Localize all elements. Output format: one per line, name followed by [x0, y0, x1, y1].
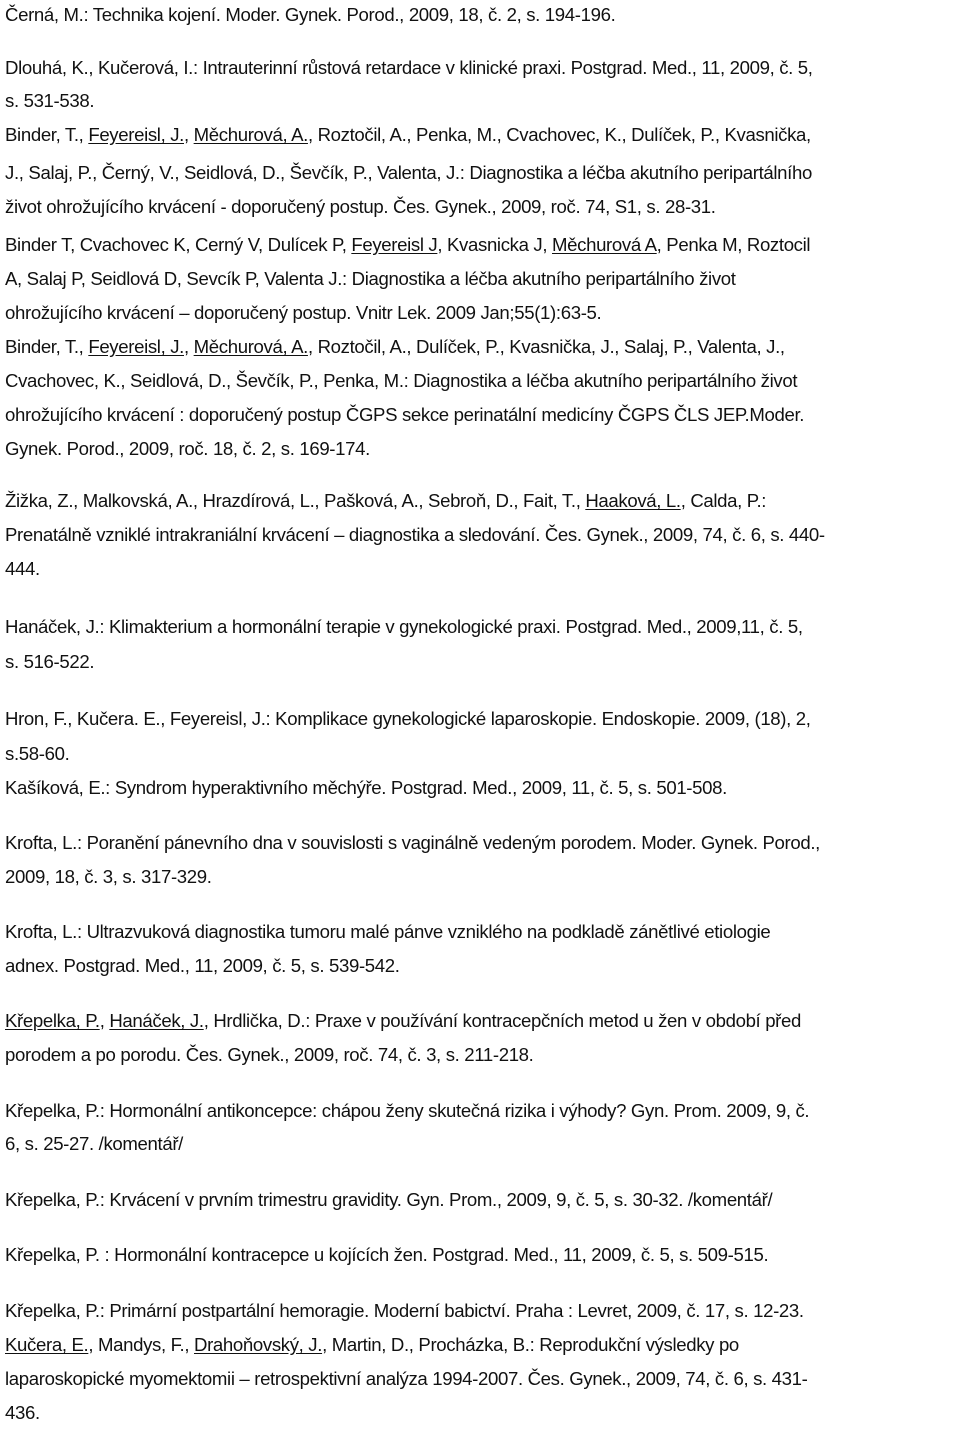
reference-line — [5, 708, 811, 730]
reference-text: Černá, M.: Technika kojení. Moder. Gynek. Porod., 2009, 18, č. 2, s. 194-196. — [5, 4, 616, 25]
reference-line — [5, 1402, 40, 1424]
reference-text: Křepelka, P.: Krvácení v prvním trimestru gravidity. Gyn. Prom., 2009, 9, č. 5, s. 30-32. /komentář/ — [5, 1189, 773, 1210]
reference-line — [5, 90, 94, 112]
reference-line — [5, 955, 400, 977]
reference-text: , — [184, 336, 194, 357]
reference-text: Dlouhá, K., Kučerová, I.: Intrauterinní růstová retardace v klinické praxi. Postgrad. Med., 11, 2009, č. 5, — [5, 57, 813, 78]
reference-line — [5, 302, 601, 324]
reference-line — [5, 1100, 809, 1122]
reference-line — [5, 743, 69, 765]
reference-text: porodem a po porodu. Čes. Gynek., 2009, roč. 74, č. 3, s. 211-218. — [5, 1044, 534, 1065]
reference-text: Žižka, Z., Malkovská, A., Hrazdírová, L., Pašková, A., Sebroň, D., Fait, T., — [5, 490, 586, 511]
reference-line — [5, 404, 804, 426]
reference-text: 436. — [5, 1402, 40, 1423]
reference-line — [5, 438, 370, 460]
underlined-author: Měchurová, A. — [193, 336, 308, 357]
reference-text: Binder T, Cvachovec K, Cerný V, Dulícek P, — [5, 234, 352, 255]
reference-text: s. 516-522. — [5, 651, 95, 672]
reference-text: Křepelka, P.: Primární postpartální hemoragie. Moderní babictví. Praha : Levret, 2009, č. 17, s. 12-23. — [5, 1300, 804, 1321]
reference-line — [5, 336, 785, 358]
reference-text: A, Salaj P, Seidlová D, Sevcík P, Valenta J.: Diagnostika a léčba akutního peripartálního život — [5, 268, 736, 289]
reference-text: Binder, T., — [5, 336, 89, 357]
reference-text: , — [99, 1010, 110, 1031]
reference-line — [5, 234, 810, 256]
reference-text: J., Salaj, P., Černý, V., Seidlová, D., Ševčík, P., Valenta, J.: Diagnostika a léčba akutního peripartálního — [5, 162, 812, 183]
underlined-author: Feyereisl, J. — [88, 336, 184, 357]
underlined-author: Hanáček, J. — [109, 1010, 204, 1031]
reference-line — [5, 866, 212, 888]
reference-text: adnex. Postgrad. Med., 11, 2009, č. 5, s. 539-542. — [5, 955, 400, 976]
reference-line — [5, 1244, 768, 1266]
underlined-author: Křepelka, P. — [5, 1010, 100, 1031]
reference-text: Cvachovec, K., Seidlová, D., Ševčík, P., Penka, M.: Diagnostika a léčba akutního peripartálního život — [5, 370, 798, 391]
reference-line — [5, 57, 813, 79]
reference-line — [5, 1189, 772, 1211]
reference-line — [5, 162, 812, 184]
underlined-author: Feyereisl, J. — [88, 124, 184, 145]
reference-line — [5, 370, 797, 392]
reference-line — [5, 1300, 804, 1322]
reference-line — [5, 651, 94, 673]
underlined-author: Kučera, E. — [5, 1334, 89, 1355]
reference-line — [5, 832, 820, 854]
reference-line — [5, 558, 40, 580]
reference-text: , Calda, P.: — [680, 490, 767, 511]
reference-text: , Mandys, F., — [88, 1334, 194, 1355]
underlined-author: Drahoňovský, J. — [194, 1334, 323, 1355]
reference-line — [5, 196, 716, 218]
reference-line — [5, 4, 615, 26]
reference-text: , Kvasnicka J, — [437, 234, 552, 255]
reference-text: 6, s. 25-27. /komentář/ — [5, 1133, 183, 1154]
reference-line — [5, 1133, 183, 1155]
reference-text: Binder, T., — [5, 124, 89, 145]
reference-line — [5, 921, 770, 943]
underlined-author: Feyereisl J — [351, 234, 438, 255]
reference-text: Gynek. Porod., 2009, roč. 18, č. 2, s. 169-174. — [5, 438, 370, 459]
reference-line — [5, 490, 766, 512]
underlined-author: Měchurová, A. — [193, 124, 308, 145]
reference-text: s.58-60. — [5, 743, 70, 764]
reference-text: Kašíková, E.: Syndrom hyperaktivního měchýře. Postgrad. Med., 2009, 11, č. 5, s. 501-508. — [5, 777, 727, 798]
reference-text: Křepelka, P. : Hormonální kontracepce u kojících žen. Postgrad. Med., 11, 2009, č. 5, s. 509-515. — [5, 1244, 769, 1265]
underlined-author: Měchurová A — [552, 234, 657, 255]
reference-text: 444. — [5, 558, 40, 579]
reference-line — [5, 1010, 801, 1032]
reference-text: 2009, 18, č. 3, s. 317-329. — [5, 866, 212, 887]
reference-text: ohrožujícího krvácení – doporučený postup. Vnitr Lek. 2009 Jan;55(1):63-5. — [5, 302, 602, 323]
reference-text: laparoskopické myomektomii – retrospektivní analýza 1994-2007. Čes. Gynek., 2009, 74, č. 6, s. 431- — [5, 1368, 808, 1389]
reference-text: s. 531-538. — [5, 90, 95, 111]
reference-line — [5, 124, 811, 146]
reference-line — [5, 1368, 808, 1390]
reference-text: Krofta, L.: Ultrazvuková diagnostika tumoru malé pánve vzniklého na podkladě zánětlivé etiologie — [5, 921, 771, 942]
reference-text: Krofta, L.: Poranění pánevního dna v souvislosti s vaginálně vedeným porodem. Moder. Gynek. Porod., — [5, 832, 820, 853]
reference-line — [5, 616, 803, 638]
reference-text: , Penka M, Roztocil — [656, 234, 811, 255]
reference-line — [5, 524, 825, 546]
underlined-author: Haaková, L. — [585, 490, 681, 511]
reference-text: , Roztočil, A., Dulíček, P., Kvasnička, J., Salaj, P., Valenta, J., — [307, 336, 785, 357]
reference-text: Hanáček, J.: Klimakterium a hormonální terapie v gynekologické praxi. Postgrad. Med., 2009,11, č. 5, — [5, 616, 803, 637]
reference-text: , Hrdlička, D.: Praxe v používání kontracepčních metod u žen v období před — [203, 1010, 802, 1031]
reference-line — [5, 777, 727, 799]
reference-text: , — [184, 124, 194, 145]
reference-line — [5, 1044, 534, 1066]
reference-text: Prenatálně vzniklé intrakraniální krvácení – diagnostika a sledování. Čes. Gynek., 2009, 74, č. 6, s. 440- — [5, 524, 825, 545]
reference-text: , Roztočil, A., Penka, M., Cvachovec, K., Dulíček, P., Kvasnička, — [307, 124, 811, 145]
reference-text: Hron, F., Kučera. E., Feyereisl, J.: Komplikace gynekologické laparoskopie. Endoskopie. 2009, (18), 2, — [5, 708, 811, 729]
reference-text: ohrožujícího krvácení : doporučený postup ČGPS sekce perinatální medicíny ČGPS ČLS JEP.Moder. — [5, 404, 805, 425]
reference-line — [5, 1334, 739, 1356]
reference-line — [5, 268, 736, 290]
reference-text: život ohrožujícího krvácení - doporučený postup. Čes. Gynek., 2009, roč. 74, S1, s. 28-31. — [5, 196, 716, 217]
reference-text: Křepelka, P.: Hormonální antikoncepce: chápou ženy skutečná rizika i výhody? Gyn. Prom. 2009, 9, č. — [5, 1100, 810, 1121]
reference-text: , Martin, D., Procházka, B.: Reprodukční výsledky po — [322, 1334, 739, 1355]
